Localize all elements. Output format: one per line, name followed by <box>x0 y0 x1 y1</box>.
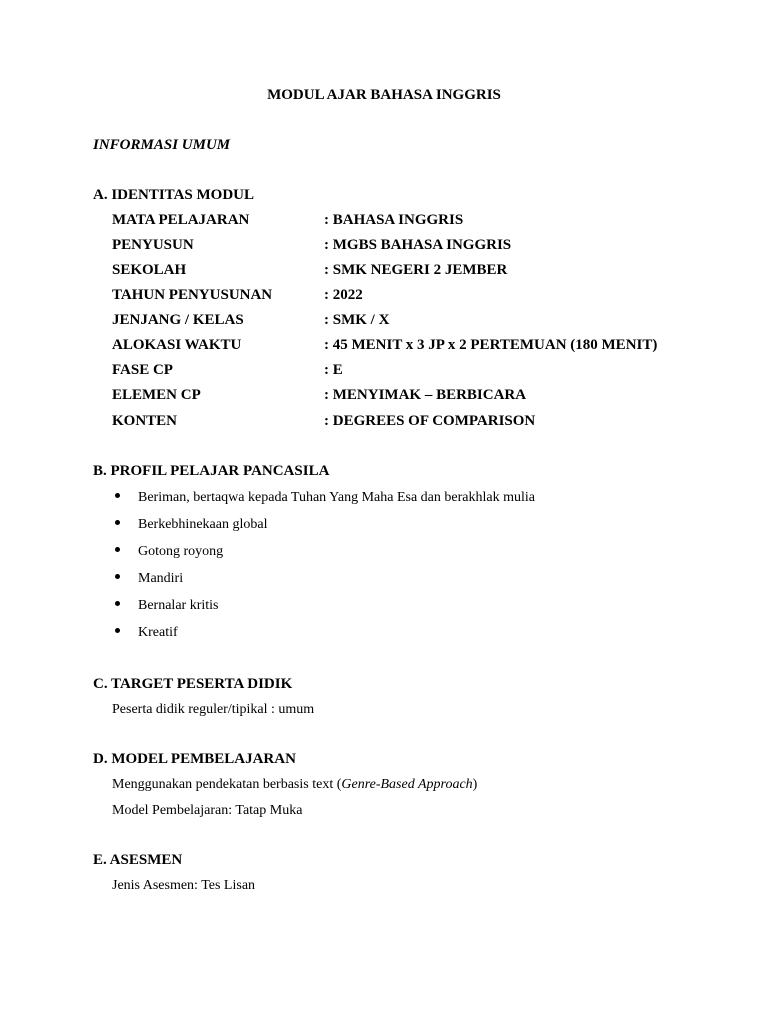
section-d-line1-prefix: Menggunakan pendekatan berbasis text ( <box>112 777 342 792</box>
section-c-text: Peserta didik reguler/tipikal : umum <box>112 702 315 717</box>
list-item <box>115 544 223 560</box>
list-item <box>115 490 535 506</box>
list-item-text: Gotong royong <box>138 544 224 559</box>
identity-label: SEKOLAH <box>112 262 187 278</box>
identity-value: : DEGREES OF COMPARISON <box>324 413 536 429</box>
identity-label: TAHUN PENYUSUNAN <box>112 287 273 303</box>
identity-row <box>112 337 657 354</box>
list-item-text: Mandiri <box>138 571 184 586</box>
section-d-line1-suffix: ) <box>472 777 478 792</box>
section-d-line1-italic: Genre-Based Approach <box>341 777 473 792</box>
identity-value: : MGBS BAHASA INGGRIS <box>324 237 512 253</box>
identity-label: ELEMEN CP <box>112 387 201 403</box>
identity-row <box>112 212 463 229</box>
identity-label: FASE CP <box>112 362 173 378</box>
list-item <box>115 517 267 533</box>
list-item-text: Beriman, bertaqwa kepada Tuhan Yang Maha Esa dan berakhlak mulia <box>138 490 535 505</box>
identity-row <box>112 312 389 329</box>
bullet-icon <box>115 547 120 552</box>
identity-value: : 2022 <box>324 287 363 303</box>
section-a-heading: A. IDENTITAS MODUL <box>93 187 254 203</box>
section-d-heading: D. MODEL PEMBELAJARAN <box>93 751 296 767</box>
list-item <box>115 571 183 587</box>
bullet-icon <box>115 601 120 606</box>
list-item-text: Bernalar kritis <box>138 598 219 613</box>
identity-label: MATA PELAJARAN <box>112 212 250 228</box>
section-c-heading: C. TARGET PESERTA DIDIK <box>93 676 293 692</box>
identity-value: : BAHASA INGGRIS <box>324 212 464 228</box>
section-b-heading: B. PROFIL PELAJAR PANCASILA <box>93 463 330 479</box>
section-e-text: Jenis Asesmen: Tes Lisan <box>112 878 256 893</box>
identity-row <box>112 413 535 430</box>
document-subtitle: INFORMASI UMUM <box>93 137 231 153</box>
section-d-line1 <box>112 777 477 793</box>
identity-row <box>112 287 363 304</box>
list-item-text: Kreatif <box>138 625 178 640</box>
list-item <box>115 598 218 614</box>
identity-label: ALOKASI WAKTU <box>112 337 242 353</box>
list-item-text: Berkebhinekaan global <box>138 517 268 532</box>
identity-value: : SMK NEGERI 2 JEMBER <box>324 262 508 278</box>
identity-row <box>112 387 526 404</box>
identity-value: : 45 MENIT x 3 JP x 2 PERTEMUAN (180 MENIT) <box>324 337 658 353</box>
identity-label: JENJANG / KELAS <box>112 312 244 328</box>
document-title: MODUL AJAR BAHASA INGGRIS <box>267 87 501 103</box>
bullet-icon <box>115 520 120 525</box>
bullet-icon <box>115 628 120 633</box>
identity-row <box>112 362 343 379</box>
identity-value: : MENYIMAK – BERBICARA <box>324 387 527 403</box>
identity-row <box>112 262 507 279</box>
identity-value: : E <box>324 362 343 378</box>
identity-label: KONTEN <box>112 413 178 429</box>
identity-row <box>112 237 511 254</box>
list-item <box>115 625 178 641</box>
bullet-icon <box>115 493 120 498</box>
identity-value: : SMK / X <box>324 312 390 328</box>
identity-label: PENYUSUN <box>112 237 194 253</box>
section-e-heading: E. ASESMEN <box>93 852 183 868</box>
bullet-icon <box>115 574 120 579</box>
section-d-line2: Model Pembelajaran: Tatap Muka <box>112 803 303 818</box>
